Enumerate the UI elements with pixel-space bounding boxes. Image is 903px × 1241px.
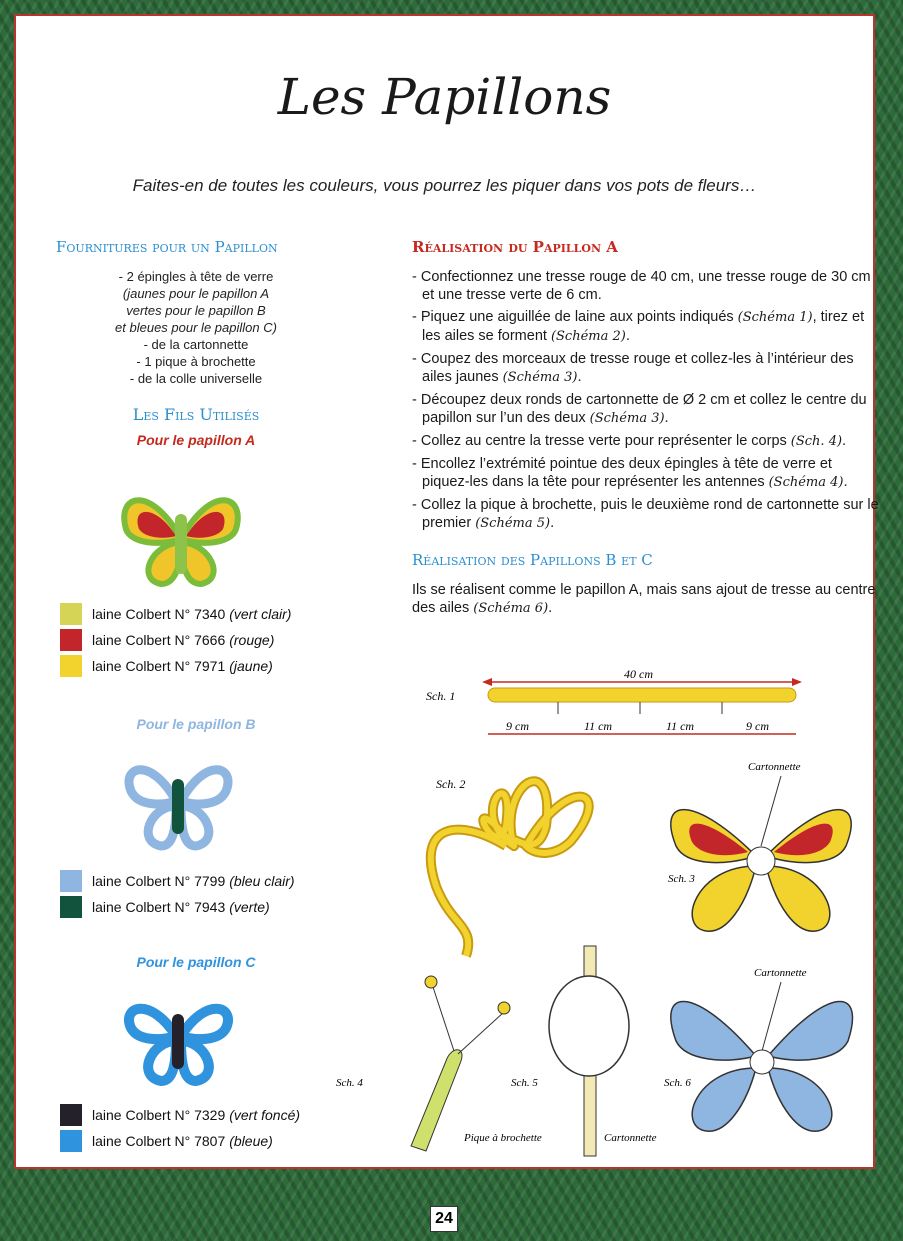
seg-label: 11 cm [584, 719, 613, 733]
butterfly-a-image [111, 484, 251, 594]
sch3-label: Sch. 3 [668, 873, 695, 885]
color-swatch [60, 629, 82, 651]
sch2-label: Sch. 2 [436, 777, 466, 791]
sch4-label: Sch. 4 [336, 1077, 363, 1089]
sch5-label: Sch. 5 [511, 1077, 538, 1089]
swatch-note: (bleue) [229, 1133, 273, 1149]
swatch-row [60, 1130, 273, 1152]
swatch-row [60, 603, 291, 625]
swatch-label: laine Colbert N° 7799 [92, 873, 226, 889]
step-item: - Découpez deux ronds de cartonnette de Ø 2 cm et collez le centre du papillon sur l’un des deux (Schéma 3). [412, 392, 867, 426]
realisation-a-section [412, 238, 882, 618]
seg-label: 11 cm [666, 719, 695, 733]
page-number: 24 [430, 1206, 458, 1232]
fourniture-item: - de la cartonnette [143, 337, 249, 352]
pique-label: Pique à brochette [464, 1132, 542, 1144]
sch1-label: Sch. 1 [426, 689, 456, 703]
fourniture-item: - de la colle universelle [129, 371, 263, 386]
swatch-note: (vert clair) [229, 606, 292, 622]
swatch-row [60, 1104, 300, 1126]
page-subtitle: Faites-en de toutes les couleurs, vous pourrez les piquer dans vos pots de fleurs… [132, 176, 757, 195]
step-item: - Collez la pique à brochette, puis le deuxième rond de cartonnette sur le premier (Schéma 5). [412, 497, 879, 531]
cartonnette-label: Cartonnette [748, 761, 801, 773]
cartonnette-label-2: Cartonnette [604, 1132, 657, 1144]
color-swatch [60, 896, 82, 918]
cartonnette-label-3: Cartonnette [754, 967, 807, 979]
fournitures-heading: Fournitures pour un Papillon [56, 238, 278, 256]
papillon-b-title: Pour le papillon B [136, 716, 256, 732]
swatch-note: (verte) [229, 899, 270, 915]
swatch-label: laine Colbert N° 7943 [92, 899, 226, 915]
step-item: - Encollez l’extrémité pointue des deux épingles à tête de verre et piquez-les dans la tête pour représenter les antennes (Schéma 4). [412, 456, 848, 490]
fils-heading: Les Fils Utilisés [132, 405, 260, 424]
fourniture-item: et bleues pour le papillon C) [115, 320, 277, 335]
swatch-row [60, 629, 274, 651]
color-swatch [60, 655, 82, 677]
sch6-label: Sch. 6 [664, 1077, 691, 1089]
total-length-label: 40 cm [624, 667, 653, 681]
swatch-label: laine Colbert N° 7807 [92, 1133, 226, 1149]
realisation-bc-text: Ils se réalisent comme le papillon A, mais sans ajout de tresse au centre des ailes (Schéma 6). [412, 582, 876, 616]
step-item: - Confectionnez une tresse rouge de 40 cm, une tresse rouge de 30 cm et une tresse verte de 6 cm. [412, 269, 871, 303]
realisation-bc-heading: Réalisation des Papillons B et C [412, 551, 653, 569]
swatch-note: (bleu clair) [229, 873, 295, 889]
swatch-label: laine Colbert N° 7340 [92, 606, 226, 622]
color-swatch [60, 1130, 82, 1152]
fourniture-item: vertes pour le papillon B [126, 303, 266, 318]
swatch-row [60, 870, 295, 892]
schema-diagrams [336, 666, 866, 1166]
step-item: - Piquez une aiguillée de laine aux points indiqués (Schéma 1), tirez et les ailes se forment (Schéma 2). [412, 309, 865, 344]
step-item: - Coupez des morceaux de tresse rouge et collez-les à l’intérieur des ailes jaunes (Schéma 3). [412, 351, 854, 385]
fournitures-list [56, 268, 336, 387]
realisation-a-heading: Réalisation du Papillon A [412, 238, 618, 256]
papillon-a-title: Pour le papillon A [136, 432, 256, 448]
swatch-row [60, 896, 270, 918]
color-swatch [60, 1104, 82, 1126]
braid-strip [488, 688, 796, 702]
step-item: - Collez au centre la tresse verte pour représenter le corps (Sch. 4). [412, 433, 847, 449]
fournitures-section [56, 238, 336, 448]
fourniture-item: (jaunes pour le papillon A [122, 286, 270, 301]
color-swatch [60, 603, 82, 625]
swatch-note: (vert foncé) [229, 1107, 301, 1123]
swatch-note: (rouge) [229, 632, 275, 648]
seg-label: 9 cm [506, 719, 529, 733]
color-swatch [60, 870, 82, 892]
swatch-label: laine Colbert N° 7971 [92, 658, 226, 674]
swatch-row [60, 655, 273, 677]
fourniture-item: - 1 pique à brochette [136, 354, 256, 369]
swatch-label: laine Colbert N° 7666 [92, 632, 226, 648]
swatch-note: (jaune) [229, 658, 273, 674]
page [14, 14, 879, 1169]
butterfly-c-image [116, 986, 241, 1091]
seg-label: 9 cm [746, 719, 769, 733]
swatch-label: laine Colbert N° 7329 [92, 1107, 226, 1123]
papillon-c-title: Pour le papillon C [136, 954, 256, 970]
fourniture-item: - 2 épingles à tête de verre [118, 269, 274, 284]
page-title: Les Papillons [277, 68, 612, 126]
butterfly-b-image [116, 751, 241, 856]
